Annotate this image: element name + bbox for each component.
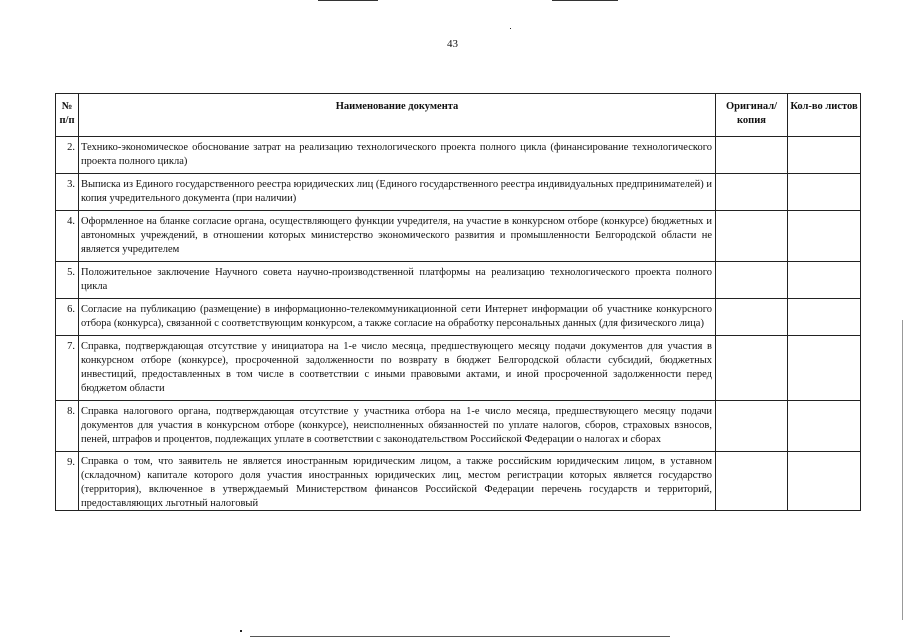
table-row xyxy=(56,137,861,174)
row-sheets-cell xyxy=(788,174,861,211)
row-sheets-cell xyxy=(788,211,861,262)
row-sheets-cell xyxy=(788,336,861,401)
table-row xyxy=(56,299,861,336)
row-number: 3. xyxy=(56,174,79,211)
row-document-name: Справка налогового органа, подтверждающая отсутствие у участника отбора на 1-е число месяца, предшествующего месяцу подачи документов для участия в конкурсном отборе (конкурсе), неисполненных обязанностей по уплате налогов, сборов, страховых взносов, пеней, штрафов и процентов, подлежащих уплате в соответствии с законодательством Российской Федерации о налогах и сборах xyxy=(79,401,716,452)
row-sheets-cell xyxy=(788,137,861,174)
row-document-name: Технико-экономическое обоснование затрат на реализацию технологического проекта полного цикла (финансирование технологического проекта полного цикла) xyxy=(79,137,716,174)
row-original-cell xyxy=(716,137,788,174)
row-number: 7. xyxy=(56,336,79,401)
table-row xyxy=(56,401,861,452)
scan-artifact-dot-bottom xyxy=(240,630,242,632)
row-sheets-cell xyxy=(788,452,861,511)
scan-artifact-bottom xyxy=(250,636,670,637)
row-original-cell xyxy=(716,336,788,401)
row-document-name: Оформленное на бланке согласие органа, осуществляющего функции учредителя, на участие в конкурсном отборе (конкурсе) бюджетных и автономных учреждений, в отношении которых министерство экономического развития и промышленности Белгородской области не является учредителем xyxy=(79,211,716,262)
row-sheets-cell xyxy=(788,262,861,299)
row-number: 6. xyxy=(56,299,79,336)
row-document-name: Выписка из Единого государственного реестра юридических лиц (Единого государственного реестра индивидуальных предпринимателей) и копия учредительного документа (при наличии) xyxy=(79,174,716,211)
row-original-cell xyxy=(716,174,788,211)
row-original-cell xyxy=(716,452,788,511)
scan-artifact-top-right xyxy=(552,0,618,1)
table-row xyxy=(56,174,861,211)
table-row xyxy=(56,336,861,401)
scan-artifact-top-left xyxy=(318,0,378,1)
row-document-name: Справка о том, что заявитель не является иностранным юридическим лицом, а также российским юридическим лицом, в уставном (складочном) капитале которого доля участия иностранных юридических лиц, местом регистрации которых является государство (территория), включенное в утверждаемый Министерством финансов Российской Федерации перечень государств и территорий, предоставляющих льготный налоговый xyxy=(81,456,712,509)
row-original-cell xyxy=(716,262,788,299)
row-document-name: Согласие на публикацию (размещение) в информационно-телекоммуникационной сети Интернет информации об участнике конкурсного отбора (конкурса), связанной с соответствующим конкурсом, а также согласие на обработку персональных данных (для физического лица) xyxy=(79,299,716,336)
scan-artifact-right-edge xyxy=(902,320,903,620)
header-num: № п/п xyxy=(56,94,79,137)
table-header-row xyxy=(56,94,861,137)
row-original-cell xyxy=(716,299,788,336)
row-original-cell xyxy=(716,211,788,262)
table-row xyxy=(56,452,861,511)
scan-artifact-dot-top xyxy=(510,28,511,29)
row-document-name: Справка, подтверждающая отсутствие у инициатора на 1-е число месяца, предшествующего месяцу подачи документов для участия в конкурсном отборе (конкурсе), просроченной задолженности по возврату в бюджет Белгородской области субсидий, бюджетных инвестиций, предоставленных в том числе в соответствии с иными правовыми актами, и иной просроченной задолженности перед бюджетом области xyxy=(79,336,716,401)
documents-table xyxy=(55,93,861,511)
table-row xyxy=(56,262,861,299)
row-number: 9. xyxy=(56,452,79,511)
row-document-name-cell xyxy=(79,452,716,511)
header-sheets: Кол-во листов xyxy=(788,94,861,137)
row-document-name: Положительное заключение Научного совета научно-производственной платформы на реализацию технологического проекта полного цикла xyxy=(79,262,716,299)
page-number: 43 xyxy=(447,38,458,50)
row-number: 4. xyxy=(56,211,79,262)
header-name: Наименование документа xyxy=(79,94,716,137)
header-original: Оригинал/ копия xyxy=(716,94,788,137)
table-row xyxy=(56,211,861,262)
row-sheets-cell xyxy=(788,299,861,336)
row-sheets-cell xyxy=(788,401,861,452)
row-original-cell xyxy=(716,401,788,452)
row-number: 5. xyxy=(56,262,79,299)
row-number: 2. xyxy=(56,137,79,174)
row-number: 8. xyxy=(56,401,79,452)
